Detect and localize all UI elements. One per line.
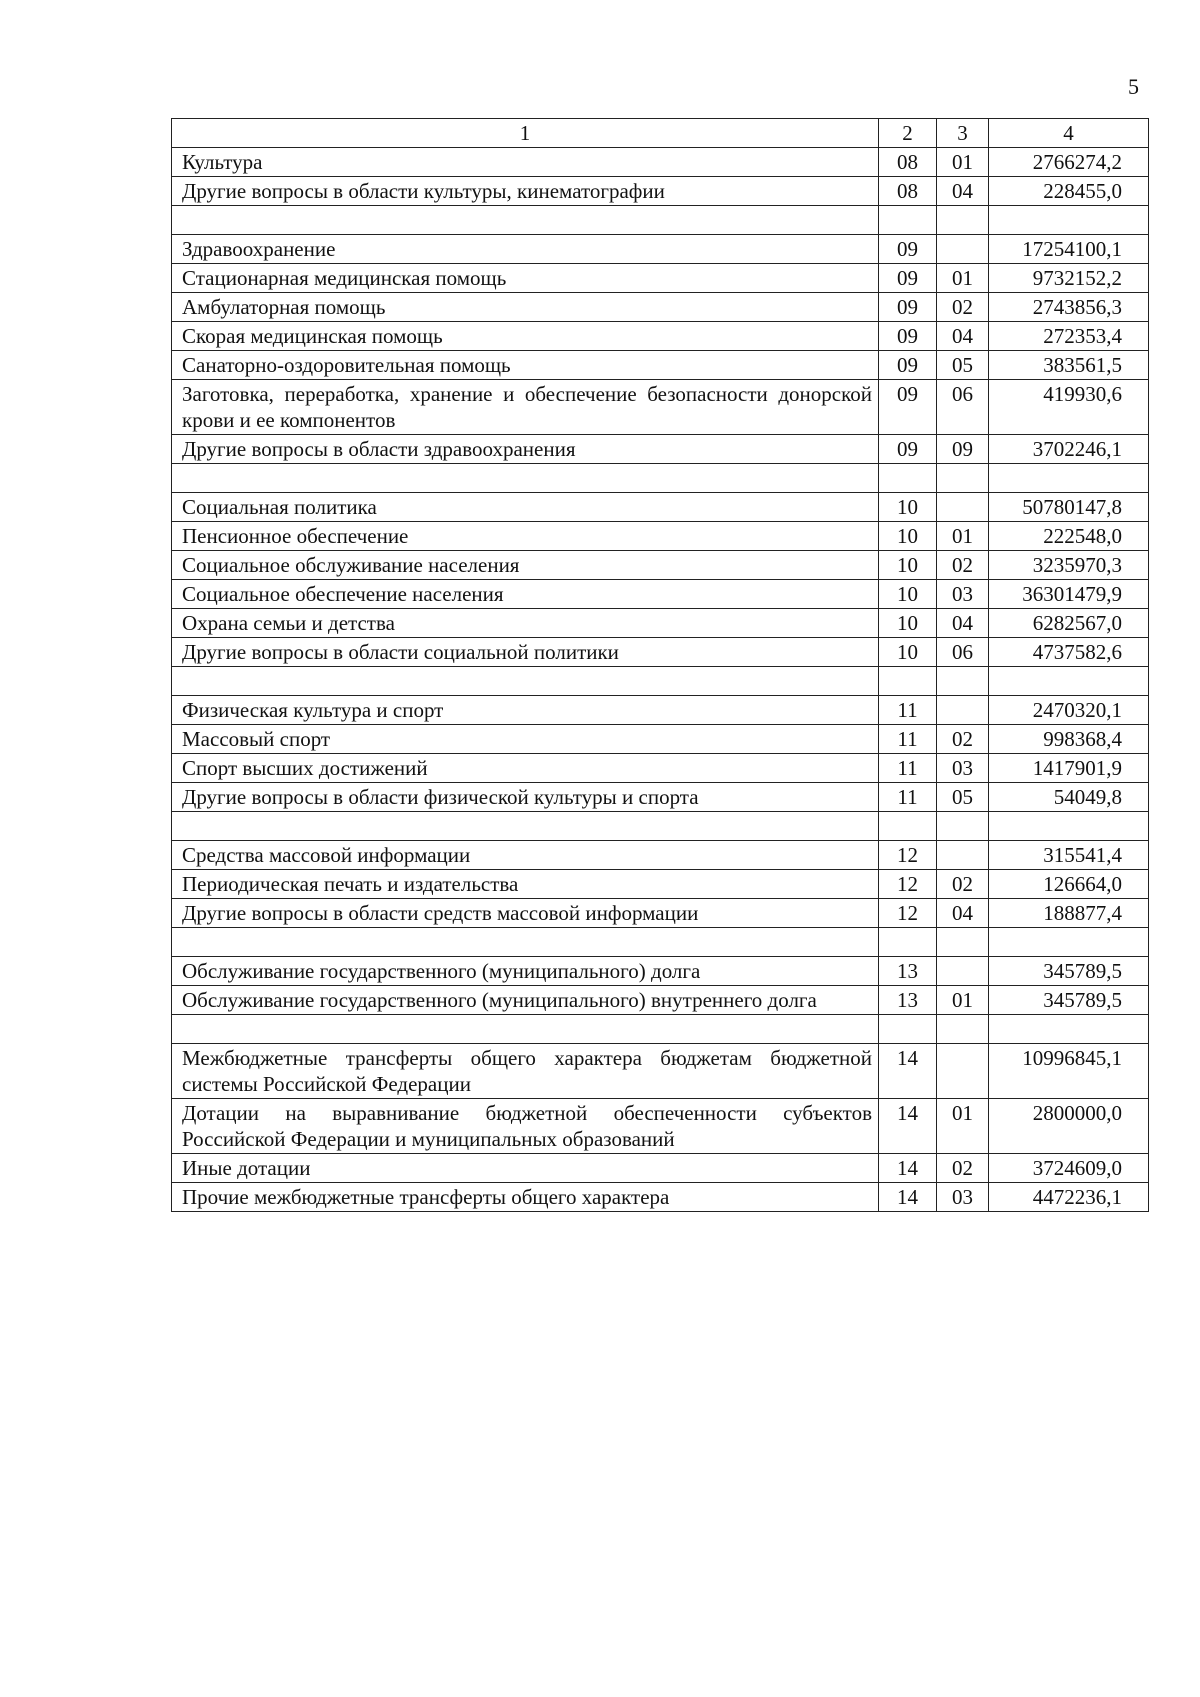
row-section-cell: 09	[879, 435, 937, 464]
budget-table	[171, 118, 1149, 1212]
row-subsection-cell: 04	[937, 899, 989, 928]
row-amount-cell: 998368,4	[989, 725, 1149, 754]
row-subsection-cell: 04	[937, 609, 989, 638]
row-name-cell: Стационарная медицинская помощь	[172, 264, 879, 293]
row-subsection-cell	[937, 1044, 989, 1099]
row-section-cell: 12	[879, 841, 937, 870]
row-section-cell: 13	[879, 957, 937, 986]
row-section-cell: 14	[879, 1044, 937, 1099]
row-subsection-cell: 01	[937, 148, 989, 177]
table-row	[172, 148, 1149, 177]
row-section-cell: 14	[879, 1099, 937, 1154]
spacer-row	[172, 928, 1149, 957]
row-subsection-cell: 01	[937, 1099, 989, 1154]
row-amount-cell: 3702246,1	[989, 435, 1149, 464]
spacer-row	[172, 812, 1149, 841]
row-amount-cell: 272353,4	[989, 322, 1149, 351]
row-section-cell: 14	[879, 1154, 937, 1183]
row-section-cell: 10	[879, 522, 937, 551]
table-row	[172, 696, 1149, 725]
row-amount-cell: 4737582,6	[989, 638, 1149, 667]
row-name-cell: Физическая культура и спорт	[172, 696, 879, 725]
empty-cell	[172, 812, 879, 841]
row-section-cell: 09	[879, 235, 937, 264]
empty-cell	[172, 464, 879, 493]
row-section-cell: 09	[879, 351, 937, 380]
empty-cell	[172, 206, 879, 235]
table-row	[172, 870, 1149, 899]
column-header-amount: 4	[989, 119, 1149, 148]
row-amount-cell: 2766274,2	[989, 148, 1149, 177]
page-number: 5	[1128, 74, 1139, 99]
row-amount-cell: 1417901,9	[989, 754, 1149, 783]
table-row	[172, 264, 1149, 293]
row-amount-cell: 222548,0	[989, 522, 1149, 551]
table-row	[172, 293, 1149, 322]
row-name-cell: Прочие межбюджетные трансферты общего характера	[172, 1183, 879, 1212]
empty-cell	[989, 206, 1149, 235]
row-subsection-cell: 02	[937, 551, 989, 580]
row-subsection-cell	[937, 957, 989, 986]
spacer-row	[172, 1015, 1149, 1044]
row-subsection-cell: 02	[937, 870, 989, 899]
empty-cell	[937, 464, 989, 493]
row-subsection-cell	[937, 696, 989, 725]
row-name-cell: Пенсионное обеспечение	[172, 522, 879, 551]
row-name-cell: Скорая медицинская помощь	[172, 322, 879, 351]
row-subsection-cell	[937, 841, 989, 870]
spacer-row	[172, 464, 1149, 493]
row-name-cell: Обслуживание государственного (муниципального) внутреннего долга	[172, 986, 879, 1015]
table-row	[172, 899, 1149, 928]
row-subsection-cell: 02	[937, 1154, 989, 1183]
empty-cell	[989, 667, 1149, 696]
empty-cell	[879, 206, 937, 235]
row-section-cell: 13	[879, 986, 937, 1015]
row-section-cell: 10	[879, 638, 937, 667]
row-subsection-cell: 03	[937, 754, 989, 783]
table-row	[172, 1099, 1149, 1154]
row-name-cell: Санаторно-оздоровительная помощь	[172, 351, 879, 380]
row-name-cell: Обслуживание государственного (муниципального) долга	[172, 957, 879, 986]
row-section-cell: 10	[879, 580, 937, 609]
row-amount-cell: 345789,5	[989, 957, 1149, 986]
table-row	[172, 957, 1149, 986]
row-amount-cell: 345789,5	[989, 986, 1149, 1015]
row-amount-cell: 36301479,9	[989, 580, 1149, 609]
row-amount-cell: 228455,0	[989, 177, 1149, 206]
row-section-cell: 11	[879, 754, 937, 783]
empty-cell	[172, 667, 879, 696]
table-row	[172, 580, 1149, 609]
row-amount-cell: 2743856,3	[989, 293, 1149, 322]
row-section-cell: 12	[879, 870, 937, 899]
row-section-cell: 10	[879, 609, 937, 638]
row-section-cell: 14	[879, 1183, 937, 1212]
table-row	[172, 783, 1149, 812]
row-name-cell: Дотации на выравнивание бюджетной обеспеченности субъектов Российской Федерации и муниципальных образований	[172, 1099, 879, 1154]
row-name-cell: Межбюджетные трансферты общего характера бюджетам бюджетной системы Российской Федерации	[172, 1044, 879, 1099]
empty-cell	[937, 667, 989, 696]
row-name-cell: Другие вопросы в области физической культуры и спорта	[172, 783, 879, 812]
empty-cell	[937, 206, 989, 235]
row-subsection-cell: 04	[937, 177, 989, 206]
row-subsection-cell: 02	[937, 293, 989, 322]
row-subsection-cell: 03	[937, 580, 989, 609]
table-row	[172, 435, 1149, 464]
table-row	[172, 493, 1149, 522]
table-row	[172, 522, 1149, 551]
row-section-cell: 11	[879, 696, 937, 725]
row-name-cell: Другие вопросы в области средств массовой информации	[172, 899, 879, 928]
row-name-cell: Массовый спорт	[172, 725, 879, 754]
row-section-cell: 09	[879, 264, 937, 293]
row-name-cell: Здравоохранение	[172, 235, 879, 264]
row-name-cell: Социальная политика	[172, 493, 879, 522]
row-subsection-cell: 06	[937, 380, 989, 435]
table-row	[172, 1044, 1149, 1099]
empty-cell	[989, 1015, 1149, 1044]
row-subsection-cell: 01	[937, 986, 989, 1015]
table-row	[172, 351, 1149, 380]
row-amount-cell: 6282567,0	[989, 609, 1149, 638]
row-amount-cell: 50780147,8	[989, 493, 1149, 522]
row-amount-cell: 419930,6	[989, 380, 1149, 435]
row-name-cell: Спорт высших достижений	[172, 754, 879, 783]
row-subsection-cell: 05	[937, 783, 989, 812]
empty-cell	[879, 812, 937, 841]
row-name-cell: Иные дотации	[172, 1154, 879, 1183]
row-name-cell: Культура	[172, 148, 879, 177]
row-amount-cell: 315541,4	[989, 841, 1149, 870]
empty-cell	[937, 812, 989, 841]
table-row	[172, 380, 1149, 435]
row-name-cell: Заготовка, переработка, хранение и обеспечение безопасности донорской крови и ее компонентов	[172, 380, 879, 435]
table-row	[172, 754, 1149, 783]
row-subsection-cell: 04	[937, 322, 989, 351]
table-row	[172, 322, 1149, 351]
empty-cell	[879, 928, 937, 957]
table-row	[172, 177, 1149, 206]
row-section-cell: 10	[879, 493, 937, 522]
empty-cell	[937, 1015, 989, 1044]
row-name-cell: Другие вопросы в области культуры, кинематографии	[172, 177, 879, 206]
row-amount-cell: 126664,0	[989, 870, 1149, 899]
row-section-cell: 11	[879, 783, 937, 812]
table-row	[172, 551, 1149, 580]
empty-cell	[879, 1015, 937, 1044]
column-header-name: 1	[172, 119, 879, 148]
column-header-section: 2	[879, 119, 937, 148]
row-name-cell: Охрана семьи и детства	[172, 609, 879, 638]
table-row	[172, 1183, 1149, 1212]
row-section-cell: 12	[879, 899, 937, 928]
empty-cell	[879, 464, 937, 493]
row-amount-cell: 4472236,1	[989, 1183, 1149, 1212]
row-amount-cell: 2800000,0	[989, 1099, 1149, 1154]
table-row	[172, 609, 1149, 638]
row-section-cell: 09	[879, 380, 937, 435]
row-subsection-cell: 01	[937, 264, 989, 293]
row-amount-cell: 188877,4	[989, 899, 1149, 928]
empty-cell	[172, 928, 879, 957]
row-subsection-cell: 01	[937, 522, 989, 551]
row-name-cell: Социальное обслуживание населения	[172, 551, 879, 580]
row-amount-cell: 10996845,1	[989, 1044, 1149, 1099]
row-amount-cell: 383561,5	[989, 351, 1149, 380]
empty-cell	[989, 928, 1149, 957]
row-subsection-cell: 03	[937, 1183, 989, 1212]
row-subsection-cell	[937, 493, 989, 522]
row-section-cell: 08	[879, 148, 937, 177]
empty-cell	[172, 1015, 879, 1044]
row-subsection-cell: 05	[937, 351, 989, 380]
spacer-row	[172, 667, 1149, 696]
table-row	[172, 1154, 1149, 1183]
column-header-subsection: 3	[937, 119, 989, 148]
row-name-cell: Амбулаторная помощь	[172, 293, 879, 322]
row-name-cell: Периодическая печать и издательства	[172, 870, 879, 899]
row-amount-cell: 54049,8	[989, 783, 1149, 812]
row-amount-cell: 2470320,1	[989, 696, 1149, 725]
empty-cell	[937, 928, 989, 957]
row-amount-cell: 17254100,1	[989, 235, 1149, 264]
row-subsection-cell	[937, 235, 989, 264]
empty-cell	[989, 464, 1149, 493]
row-name-cell: Другие вопросы в области здравоохранения	[172, 435, 879, 464]
table-header-row	[172, 119, 1149, 148]
table-row	[172, 638, 1149, 667]
row-amount-cell: 3724609,0	[989, 1154, 1149, 1183]
table-row	[172, 986, 1149, 1015]
table-row	[172, 235, 1149, 264]
table-row	[172, 841, 1149, 870]
row-section-cell: 09	[879, 322, 937, 351]
row-name-cell: Средства массовой информации	[172, 841, 879, 870]
row-section-cell: 09	[879, 293, 937, 322]
row-section-cell: 08	[879, 177, 937, 206]
row-name-cell: Социальное обеспечение населения	[172, 580, 879, 609]
row-name-cell: Другие вопросы в области социальной политики	[172, 638, 879, 667]
budget-table-body	[172, 119, 1149, 1212]
row-subsection-cell: 09	[937, 435, 989, 464]
table-row	[172, 725, 1149, 754]
row-amount-cell: 3235970,3	[989, 551, 1149, 580]
row-section-cell: 10	[879, 551, 937, 580]
empty-cell	[989, 812, 1149, 841]
empty-cell	[879, 667, 937, 696]
row-section-cell: 11	[879, 725, 937, 754]
row-subsection-cell: 02	[937, 725, 989, 754]
spacer-row	[172, 206, 1149, 235]
row-subsection-cell: 06	[937, 638, 989, 667]
row-amount-cell: 9732152,2	[989, 264, 1149, 293]
